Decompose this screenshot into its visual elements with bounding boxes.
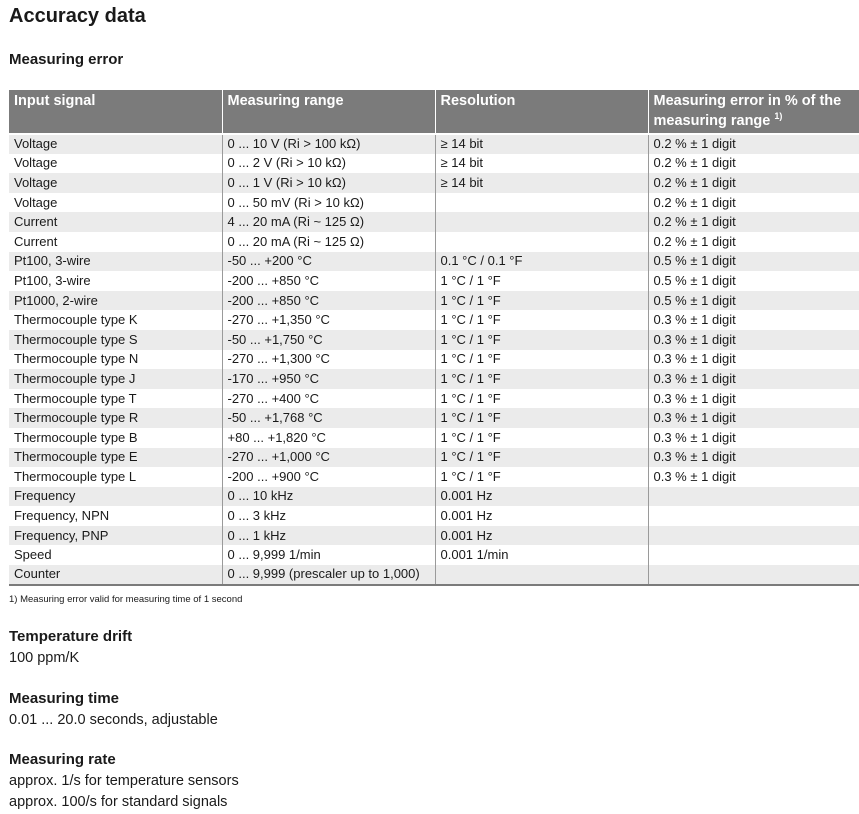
measuring-error-cell: 0.2 % ± 1 digit (648, 173, 859, 193)
table-row (9, 506, 859, 526)
resolution-cell: 0.001 Hz (435, 526, 648, 546)
input-signal-cell: Pt100, 3-wire (9, 252, 222, 272)
measuring-range-cell: 0 ... 20 mA (Ri ~ 125 Ω) (222, 232, 435, 252)
resolution-cell: 1 °C / 1 °F (435, 408, 648, 428)
table-row (9, 389, 859, 409)
header-footnote-mark: 1) (774, 111, 783, 122)
table-row (9, 545, 859, 565)
measuring-range-cell: 0 ... 1 kHz (222, 526, 435, 546)
resolution-cell (435, 193, 648, 213)
table-row (9, 154, 859, 174)
measuring-error-heading: Measuring error (9, 51, 124, 68)
measuring-error-cell: 0.3 % ± 1 digit (648, 389, 859, 409)
measuring-range-cell: 0 ... 1 V (Ri > 10 kΩ) (222, 173, 435, 193)
header-measuring-error (648, 90, 859, 134)
measuring-range-cell: -270 ... +1,000 °C (222, 448, 435, 468)
resolution-cell: 1 °C / 1 °F (435, 330, 648, 350)
measuring-range-cell: 0 ... 9,999 1/min (222, 545, 435, 565)
table-row (9, 271, 859, 291)
measuring-error-cell: 0.2 % ± 1 digit (648, 193, 859, 213)
measuring-range-cell: -200 ... +900 °C (222, 467, 435, 487)
measuring-time-value: 0.01 ... 20.0 seconds, adjustable (9, 712, 218, 728)
resolution-cell: 1 °C / 1 °F (435, 291, 648, 311)
measuring-error-cell: 0.3 % ± 1 digit (648, 428, 859, 448)
input-signal-cell: Voltage (9, 173, 222, 193)
measuring-range-cell: 0 ... 3 kHz (222, 506, 435, 526)
resolution-cell (435, 212, 648, 232)
measuring-error-cell: 0.2 % ± 1 digit (648, 154, 859, 174)
measuring-range-cell: 0 ... 50 mV (Ri > 10 kΩ) (222, 193, 435, 213)
resolution-cell (435, 565, 648, 585)
input-signal-cell: Thermocouple type J (9, 369, 222, 389)
measuring-range-cell: -270 ... +1,350 °C (222, 310, 435, 330)
resolution-cell: 1 °C / 1 °F (435, 389, 648, 409)
measuring-error-cell: 0.3 % ± 1 digit (648, 310, 859, 330)
measuring-error-cell (648, 565, 859, 585)
measuring-range-cell: -170 ... +950 °C (222, 369, 435, 389)
resolution-cell: 1 °C / 1 °F (435, 271, 648, 291)
resolution-cell: 0.1 °C / 0.1 °F (435, 252, 648, 272)
resolution-cell: 1 °C / 1 °F (435, 467, 648, 487)
measuring-rate-heading: Measuring rate (9, 751, 116, 768)
table-row (9, 173, 859, 193)
measuring-error-cell: 0.3 % ± 1 digit (648, 330, 859, 350)
input-signal-cell: Voltage (9, 193, 222, 213)
temperature-drift-value: 100 ppm/K (9, 650, 80, 666)
measuring-rate-line-1: approx. 1/s for temperature sensors (9, 773, 239, 789)
input-signal-cell: Frequency (9, 487, 222, 507)
resolution-cell: 1 °C / 1 °F (435, 428, 648, 448)
measuring-range-cell: -200 ... +850 °C (222, 271, 435, 291)
table-row (9, 467, 859, 487)
measuring-range-cell: -270 ... +400 °C (222, 389, 435, 409)
table-row (9, 408, 859, 428)
table-row (9, 291, 859, 311)
header-measuring-range: Measuring range (222, 90, 435, 134)
input-signal-cell: Frequency, NPN (9, 506, 222, 526)
page-title: Accuracy data (9, 5, 146, 27)
measuring-error-cell: 0.3 % ± 1 digit (648, 350, 859, 370)
measuring-range-cell: -50 ... +200 °C (222, 252, 435, 272)
measuring-error-cell: 0.3 % ± 1 digit (648, 467, 859, 487)
table-row (9, 193, 859, 213)
measuring-error-cell (648, 506, 859, 526)
input-signal-cell: Frequency, PNP (9, 526, 222, 546)
measuring-error-cell: 0.3 % ± 1 digit (648, 369, 859, 389)
table-row (9, 212, 859, 232)
input-signal-cell: Thermocouple type T (9, 389, 222, 409)
input-signal-cell: Thermocouple type S (9, 330, 222, 350)
measuring-range-cell: 0 ... 10 kHz (222, 487, 435, 507)
input-signal-cell: Thermocouple type N (9, 350, 222, 370)
measuring-error-cell: 0.5 % ± 1 digit (648, 271, 859, 291)
table-row (9, 134, 859, 154)
measuring-range-cell: +80 ... +1,820 °C (222, 428, 435, 448)
resolution-cell: 1 °C / 1 °F (435, 310, 648, 330)
input-signal-cell: Pt100, 3-wire (9, 271, 222, 291)
resolution-cell: ≥ 14 bit (435, 154, 648, 174)
table-body (9, 134, 859, 585)
input-signal-cell: Thermocouple type B (9, 428, 222, 448)
measuring-error-cell: 0.2 % ± 1 digit (648, 212, 859, 232)
table-row (9, 310, 859, 330)
table-row (9, 369, 859, 389)
measuring-range-cell: -270 ... +1,300 °C (222, 350, 435, 370)
measuring-range-cell: 0 ... 2 V (Ri > 10 kΩ) (222, 154, 435, 174)
input-signal-cell: Pt1000, 2-wire (9, 291, 222, 311)
measuring-error-cell: 0.2 % ± 1 digit (648, 232, 859, 252)
measuring-range-cell: -50 ... +1,768 °C (222, 408, 435, 428)
resolution-cell: 1 °C / 1 °F (435, 350, 648, 370)
footnote: 1) Measuring error valid for measuring time of 1 second (9, 594, 243, 605)
table-row (9, 526, 859, 546)
measuring-range-cell: -50 ... +1,750 °C (222, 330, 435, 350)
header-resolution: Resolution (435, 90, 648, 134)
table-header-row (9, 90, 859, 134)
input-signal-cell: Thermocouple type K (9, 310, 222, 330)
resolution-cell: ≥ 14 bit (435, 134, 648, 154)
measuring-error-cell (648, 487, 859, 507)
resolution-cell: ≥ 14 bit (435, 173, 648, 193)
header-measuring-error-label: Measuring error in % of the measuring range (653, 93, 842, 129)
input-signal-cell: Speed (9, 545, 222, 565)
table-row (9, 350, 859, 370)
measuring-time-heading: Measuring time (9, 690, 120, 707)
input-signal-cell: Voltage (9, 154, 222, 174)
resolution-cell: 0.001 Hz (435, 487, 648, 507)
table-row (9, 487, 859, 507)
temperature-drift-heading: Temperature drift (9, 628, 133, 645)
input-signal-cell: Current (9, 232, 222, 252)
header-input-signal: Input signal (9, 90, 222, 134)
measuring-range-cell: 0 ... 10 V (Ri > 100 kΩ) (222, 134, 435, 154)
resolution-cell: 1 °C / 1 °F (435, 369, 648, 389)
measuring-error-cell: 0.3 % ± 1 digit (648, 408, 859, 428)
accuracy-table (9, 90, 859, 586)
measuring-error-cell: 0.3 % ± 1 digit (648, 448, 859, 468)
measuring-range-cell: 4 ... 20 mA (Ri ~ 125 Ω) (222, 212, 435, 232)
input-signal-cell: Voltage (9, 134, 222, 154)
measuring-error-cell: 0.5 % ± 1 digit (648, 252, 859, 272)
input-signal-cell: Counter (9, 565, 222, 585)
resolution-cell: 1 °C / 1 °F (435, 448, 648, 468)
resolution-cell: 0.001 Hz (435, 506, 648, 526)
measuring-range-cell: -200 ... +850 °C (222, 291, 435, 311)
table-row (9, 428, 859, 448)
input-signal-cell: Thermocouple type R (9, 408, 222, 428)
table-row (9, 330, 859, 350)
measuring-error-cell: 0.2 % ± 1 digit (648, 134, 859, 154)
resolution-cell (435, 232, 648, 252)
table-row (9, 232, 859, 252)
measuring-error-cell (648, 526, 859, 546)
table-row (9, 252, 859, 272)
table-row (9, 565, 859, 585)
measuring-error-cell (648, 545, 859, 565)
input-signal-cell: Thermocouple type E (9, 448, 222, 468)
measuring-range-cell: 0 ... 9,999 (prescaler up to 1,000) (222, 565, 435, 585)
resolution-cell: 0.001 1/min (435, 545, 648, 565)
table-row (9, 448, 859, 468)
measuring-rate-line-2: approx. 100/s for standard signals (9, 794, 228, 810)
measuring-error-cell: 0.5 % ± 1 digit (648, 291, 859, 311)
input-signal-cell: Current (9, 212, 222, 232)
input-signal-cell: Thermocouple type L (9, 467, 222, 487)
